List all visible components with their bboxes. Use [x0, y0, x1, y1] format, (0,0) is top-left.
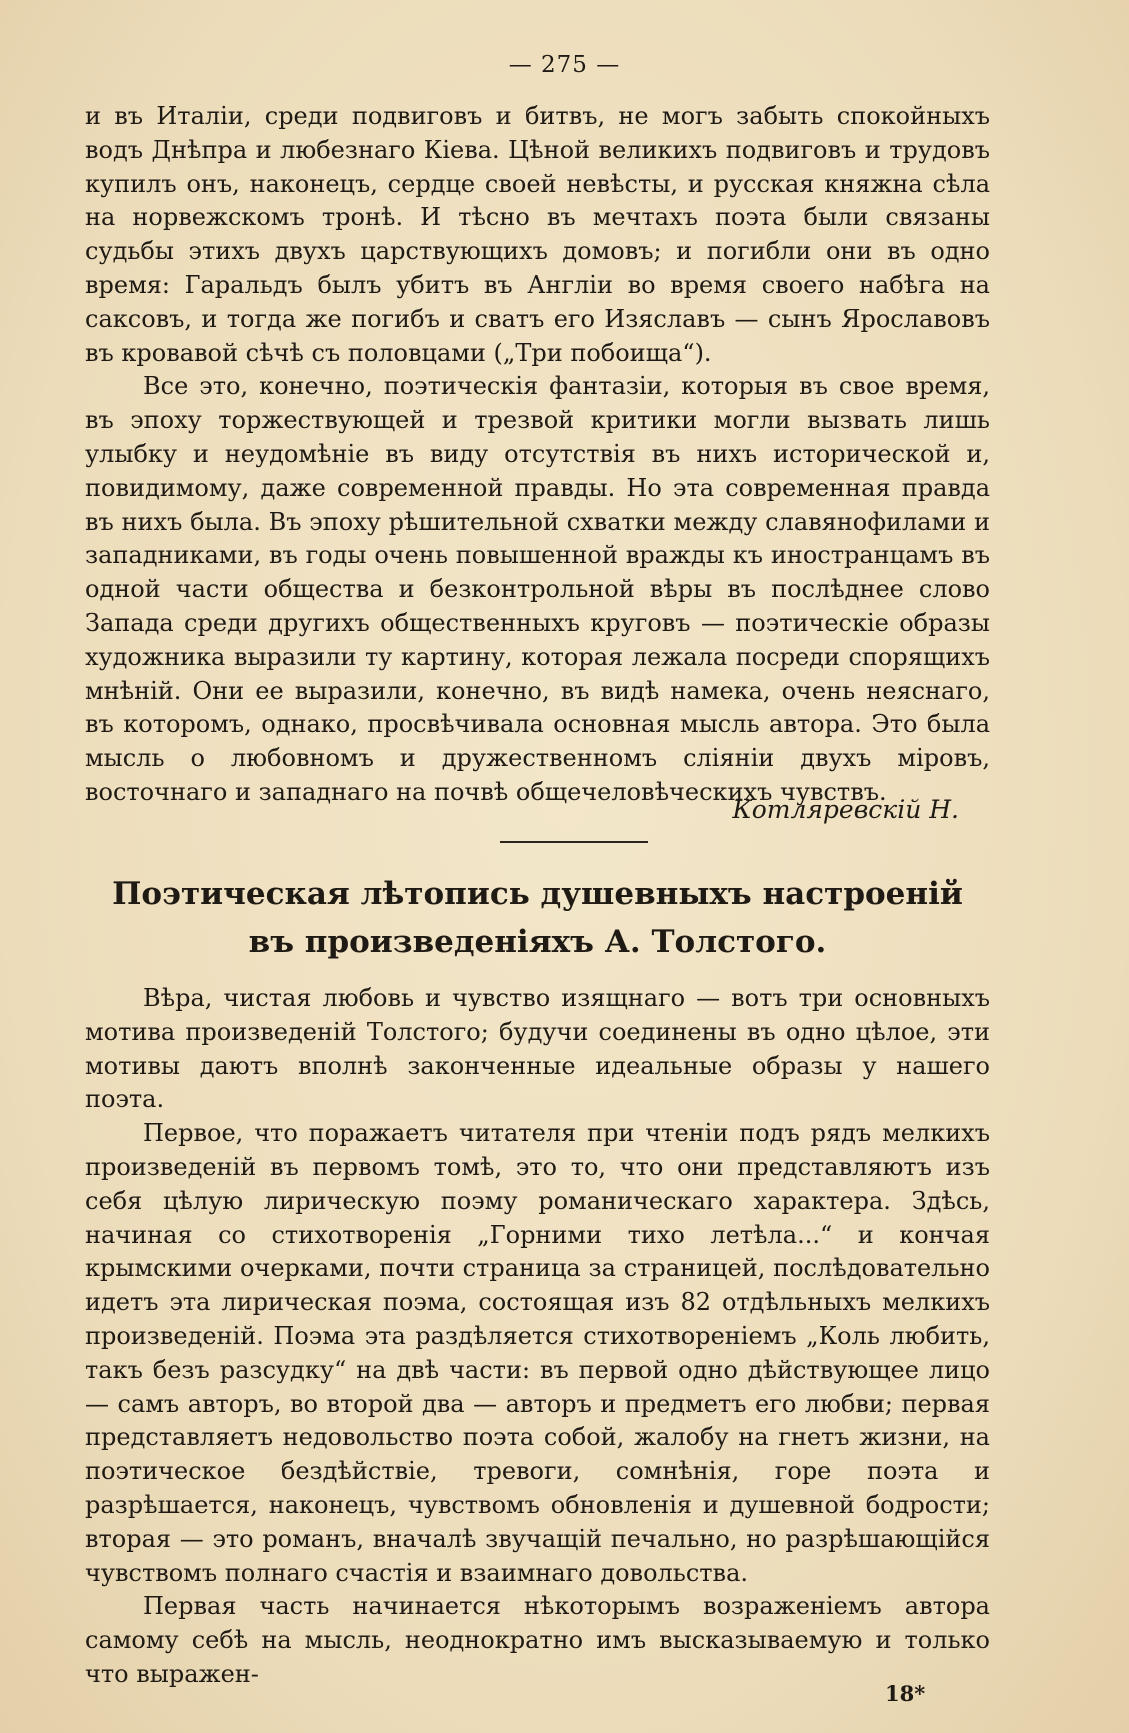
paragraph: Первое, что поражаетъ читателя при чтеніи подъ рядъ мелкихъ произведеній въ первомъ томѣ, это то, что они представляютъ изъ себя цѣлую лирическую поэму романическаго характера. Здѣсь, начиная со стихотворенія „Горними тихо летѣла...“ и кончая крымскими очерками, почти страница за страницей, послѣдовательно идетъ эта лирическая поэма, состоящая изъ 82 отдѣльныхъ мелкихъ произведеній. Поэма эта раздѣляется стихотвореніемъ „Коль любить, такъ безъ разсудку“ на двѣ части: въ первой одно дѣйствующее лицо — самъ авторъ, во второй два — авторъ и предметъ его любви; первая представляетъ недовольство поэта собой, жалобу на гнетъ жизни, на поэтическое бездѣйствіе, тревоги, сомнѣнія, горе поэта и разрѣшается, наконецъ, чувствомъ обновленія и душевной бодрости; вторая — это романъ, вначалѣ звучащій печально, но разрѣшающійся чувствомъ полнаго счастія и взаимнаго довольства.: [85, 1119, 990, 1587]
paragraph: Все это, конечно, поэтическія фантазіи, которыя въ свое время, въ эпоху торжествующей и трезвой критики могли вызвать лишь улыбку и неудомѣніе въ виду отсутствія въ нихъ исторической и, повидимому, даже современной правды. Но эта современная правда въ нихъ была. Въ эпоху рѣшительной схватки между славянофилами и западниками, въ годы очень повышенной вражды къ иностранцамъ въ одной части общества и безконтрольной вѣры въ послѣднее слово Запада среди другихъ общественныхъ круговъ — поэтическіе образы художника выразили ту картину, которая лежала посреди спорящихъ мнѣній. Они ее выразили, конечно, въ видѣ намека, очень неяснаго, въ которомъ, однако, просвѣчивала основная мысль автора. Это была мысль о любовномъ и дружественномъ сліяніи двухъ міровъ, восточнаго и западнаго на почвѣ общечеловѣческихъ чувствъ.: [85, 372, 990, 806]
section2-text: [85, 982, 990, 1692]
section-divider: [500, 841, 648, 843]
printer-signature-mark: 18*: [885, 1681, 926, 1706]
page-number: — 275 —: [508, 52, 621, 78]
paragraph: и въ Италіи, среди подвиговъ и битвъ, не могъ забыть спокойныхъ водъ Днѣпра и любезнаго Кіева. Цѣной великихъ подвиговъ и трудовъ купилъ онъ, наконецъ, сердце своей невѣсты, и русская княжна сѣла на норвежскомъ тронѣ. И тѣсно въ мечтахъ поэта были связаны судьбы этихъ двухъ царствующихъ домовъ; и погибли они въ одно время: Гаральдъ былъ убитъ въ Англіи во время своего набѣга на саксовъ, и тогда же погибъ и сватъ его Изяславъ — сынъ Ярославовъ въ кровавой сѣчѣ съ половцами („Три побоища“).: [85, 102, 990, 367]
section1-text: [85, 100, 990, 810]
paragraph: Вѣра, чистая любовь и чувство изящнаго — вотъ три основныхъ мотива произведеній Толстого; будучи соединены въ одно цѣлое, эти мотивы даютъ вполнѣ законченные идеальные образы у нашего поэта.: [85, 984, 990, 1114]
section-heading: Поэтическая лѣтопись душевныхъ настроеній въ произведеніяхъ А. Толстого.: [112, 876, 963, 960]
paragraph: Первая часть начинается нѣкоторымъ возраженіемъ автора самому себѣ на мысль, неоднократно имъ высказываемую и только что выражен-: [85, 1592, 990, 1688]
author-signature: Котляревскій Н.: [732, 795, 959, 824]
